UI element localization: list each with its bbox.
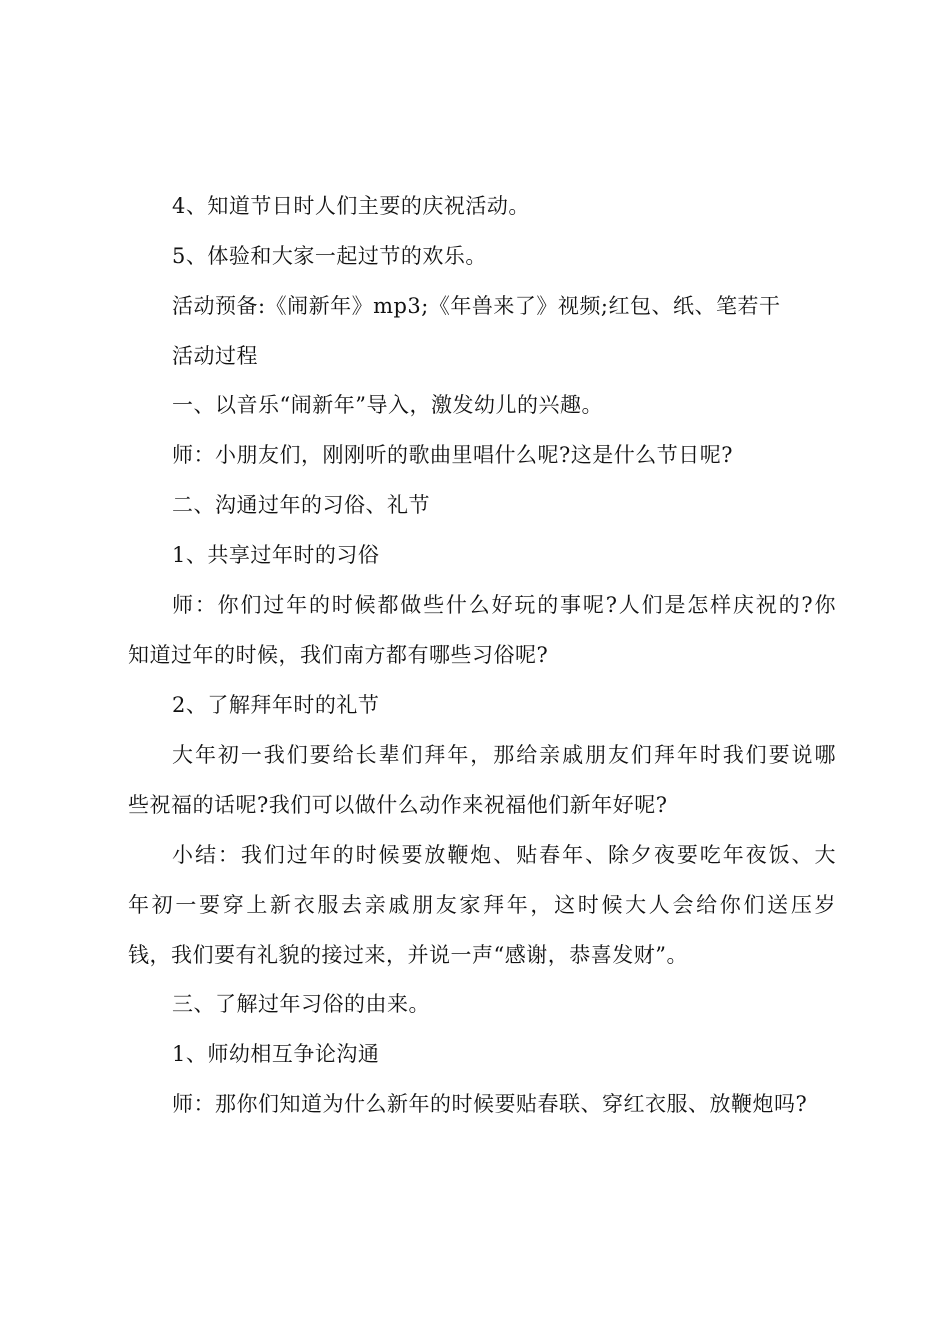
subsection-2-1-heading: 1、共享过年时的习俗 [172,543,380,567]
new-year-greeting-line-1: 大年初一我们要给长辈们拜年，那给亲戚朋友们拜年时我们要说哪 [172,743,836,767]
activity-preparation: 活动预备:《闹新年》mp3;《年兽来了》视频;红包、纸、笔若干 [172,294,781,318]
teacher-question-2-line-2: 知道过年的时候，我们南方都有哪些习俗呢? [128,643,549,667]
new-year-greeting-line-2: 些祝福的话呢?我们可以做什么动作来祝福他们新年好呢? [128,793,668,817]
summary-line-3: 钱，我们要有礼貌的接过来，并说一声“感谢，恭喜发财”。 [128,943,688,967]
subsection-2-2-heading: 2、了解拜年时的礼节 [172,693,380,717]
subsection-3-1-heading: 1、师幼相互争论沟通 [172,1042,380,1066]
summary-line-2: 年初一要穿上新衣服去亲戚朋友家拜年，这时候大人会给你们送压岁 [128,893,836,917]
teacher-question-2-line-1: 师：你们过年的时候都做些什么好玩的事呢?人们是怎样庆祝的?你 [172,593,836,617]
summary-line-1: 小结：我们过年的时候要放鞭炮、贴春年、除夕夜要吃年夜饭、大 [172,843,836,867]
teacher-question-3: 师：那你们知道为什么新年的时候要贴春联、穿红衣服、放鞭炮吗? [172,1092,808,1116]
section-1-heading: 一、以音乐“闹新年”导入，激发幼儿的兴趣。 [172,393,603,417]
section-2-heading: 二、沟通过年的习俗、礼节 [172,493,430,517]
teacher-question-1: 师：小朋友们，刚刚听的歌曲里唱什么呢?这是什么节日呢? [172,443,734,467]
objective-5: 5、体验和大家一起过节的欢乐。 [172,244,487,268]
activity-process-heading: 活动过程 [172,344,258,368]
section-3-heading: 三、了解过年习俗的由来。 [172,992,430,1016]
objective-4: 4、知道节日时人们主要的庆祝活动。 [172,194,530,218]
